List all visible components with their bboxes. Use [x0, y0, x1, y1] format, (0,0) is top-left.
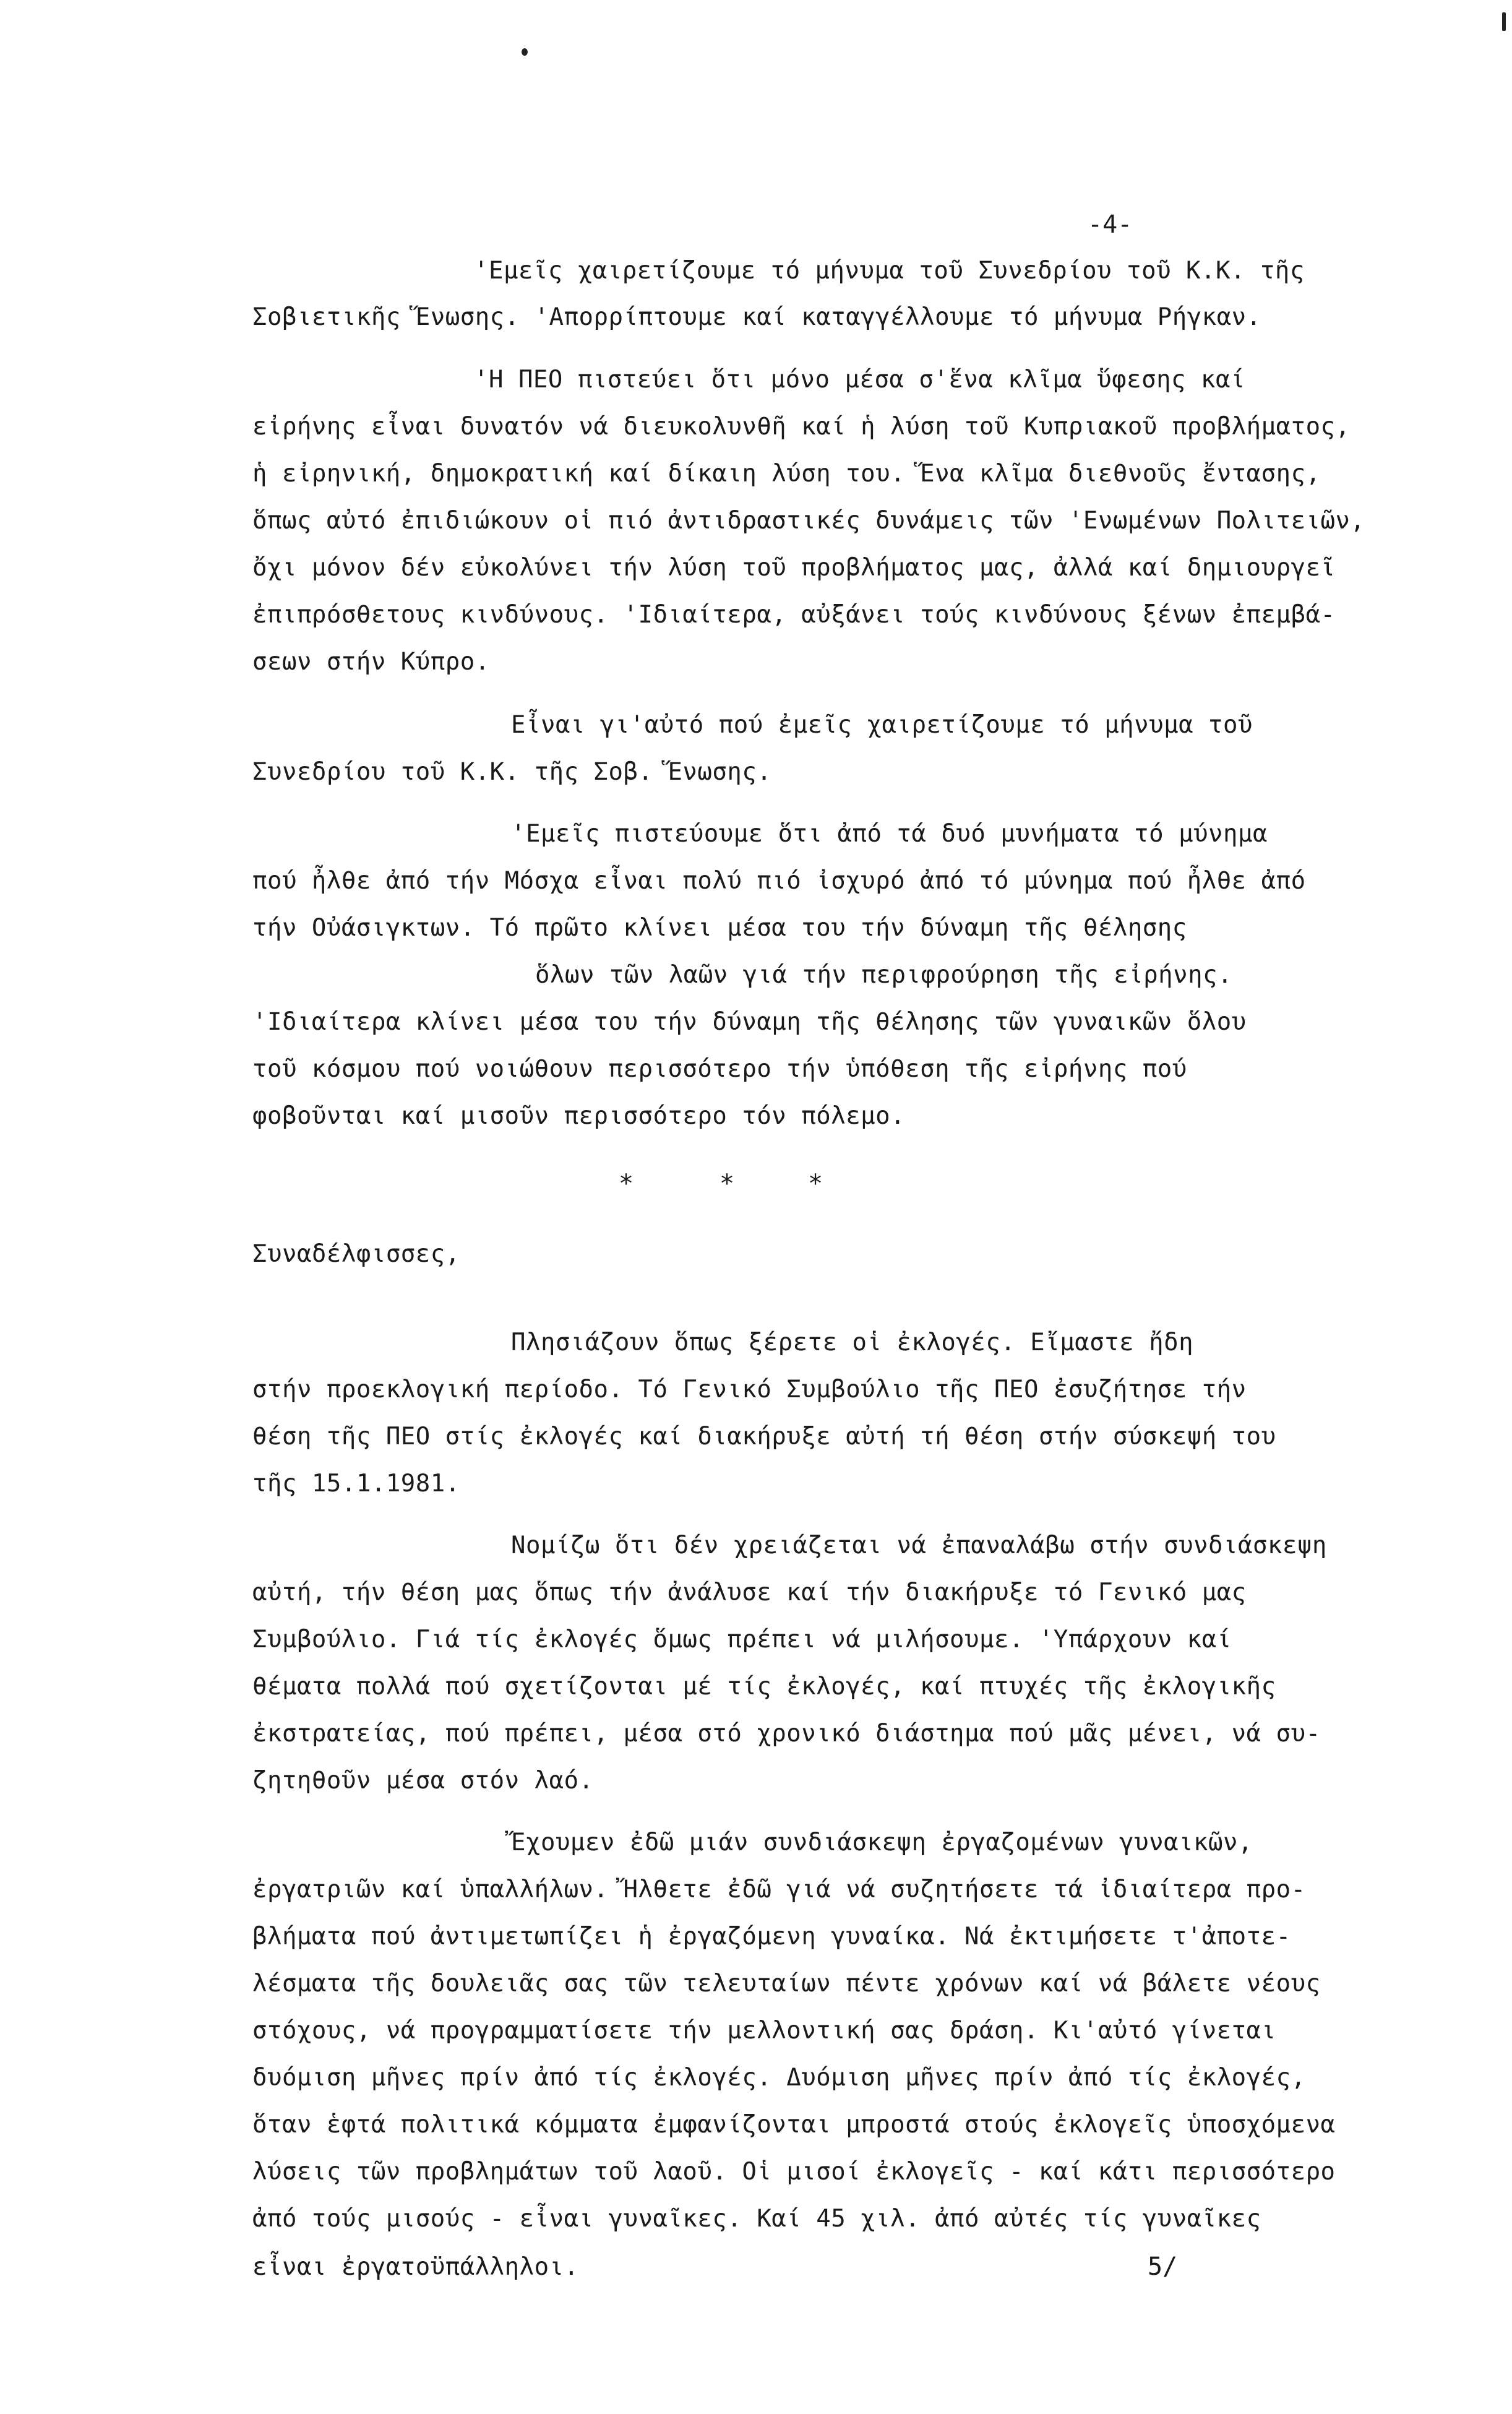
text-line: δυόμιση μῆνες πρίν ἀπό τίς ἐκλογές. Δυόμιση μῆνες πρίν ἀπό τίς ἐκλογές, — [252, 2064, 1306, 2092]
text-line: θέματα πολλά πού σχετίζονται μέ τίς ἐκλογές, καί πτυχές τῆς ἐκλογικῆς — [252, 1673, 1276, 1701]
continuation-marker: 5/ — [1148, 2252, 1178, 2281]
salutation: Συναδέλφισσες, — [252, 1240, 460, 1268]
text-line: Εἶναι γι'αὐτό πού ἐμεῖς χαιρετίζουμε τό μήνυμα τοῦ — [511, 711, 1253, 739]
text-line: ὅλων τῶν λαῶν γιά τήν περιφρούρηση τῆς εἰρήνης. — [535, 961, 1233, 989]
text-line: Πλησιάζουν ὅπως ξέρετε οἱ ἐκλογές. Εἴμαστε ἤδη — [511, 1329, 1194, 1356]
text-line: πού ἦλθε ἀπό τήν Μόσχα εἶναι πολύ πιό ἰσχυρό ἀπό τό μύνημα πού ἦλθε ἀπό — [252, 867, 1306, 895]
text-line: θέση τῆς ΠΕΟ στίς ἐκλογές καί διακήρυξε αὐτή τή θέση στήν σύσκεψή του — [252, 1423, 1276, 1451]
separator-star: * — [719, 1170, 735, 1198]
text-line: ὅπως αὐτό ἐπιδιώκουν οἱ πιό ἀντιδραστικές δυνάμεις τῶν 'Ενωμένων Πολιτειῶν, — [252, 507, 1365, 535]
text-line: Ἔχουμεν ἐδῶ μιάν συνδιάσκεψη ἐργαζομένων γυναικῶν, — [511, 1829, 1253, 1856]
text-line: Συνεδρίου τοῦ Κ.Κ. τῆς Σοβ. Ἕνωσης. — [252, 758, 772, 786]
text-line: στήν προεκλογική περίοδο. Τό Γενικό Συμβούλιο τῆς ΠΕΟ ἐσυζήτησε τήν — [252, 1376, 1247, 1403]
text-line: Σοβιετικῆς Ἕνωσης. 'Απορρίπτουμε καί καταγγέλλουμε τό μήνυμα Ρήγκαν. — [252, 303, 1261, 331]
text-line: αὐτή, τήν θέση μας ὅπως τήν ἀνάλυσε καί τήν διακήρυξε τό Γενικό μας — [252, 1579, 1247, 1606]
text-line: ἐπιπρόσθετους κινδύνους. 'Ιδιαίτερα, αὐξάνει τούς κινδύνους ξένων ἐπεμβά- — [252, 601, 1336, 629]
text-line: 'Η ΠΕΟ πιστεύει ὅτι μόνο μέσα σ'ἕνα κλῖμα ὕφεσης καί — [474, 366, 1245, 394]
text-line: λέσματα τῆς δουλειᾶς σας τῶν τελευταίων πέντε χρόνων καί νά βάλετε νέους — [252, 1970, 1321, 1998]
separator-star: * — [808, 1170, 823, 1198]
text-line: ὅταν ἑφτά πολιτικά κόμματα ἐμφανίζονται μπροστά στούς ἐκλογεῖς ὑποσχόμενα — [252, 2111, 1336, 2139]
section-separator — [0, 1170, 1512, 1201]
text-line: ἡ εἰρηνική, δημοκρατική καί δίκαιη λύση του. Ἕνα κλῖμα διεθνοῦς ἔντασης, — [252, 460, 1321, 488]
text-line: Συμβούλιο. Γιά τίς ἐκλογές ὅμως πρέπει νά μιλήσουμε. 'Υπάρχουν καί — [252, 1626, 1232, 1653]
scan-speck — [522, 48, 528, 56]
text-line: βλήματα πού ἀντιμετωπίζει ἡ ἐργαζόμενη γυναίκα. Νά ἐκτιμήσετε τ'ἀποτε- — [252, 1923, 1291, 1951]
text-line: 'Ιδιαίτερα κλίνει μέσα του τήν δύναμη τῆς θέλησης τῶν γυναικῶν ὅλου — [252, 1008, 1247, 1036]
text-line: εἰρήνης εἶναι δυνατόν νά διευκολυνθῆ καί ἡ λύση τοῦ Κυπριακοῦ προβλήματος, — [252, 413, 1351, 441]
text-line: ἐκστρατείας, πού πρέπει, μέσα στό χρονικό διάστημα πού μᾶς μένει, νά συ- — [252, 1720, 1321, 1748]
text-line: Νομίζω ὅτι δέν χρειάζεται νά ἐπαναλάβω στήν συνδιάσκεψη — [511, 1532, 1327, 1559]
scan-speck — [1502, 12, 1506, 31]
text-line: εἶναι ἐργατοϋπάλληλοι. — [252, 2253, 579, 2281]
text-line: ἐργατριῶν καί ὑπαλλήλων. Ἤλθετε ἐδῶ γιά νά συζητήσετε τά ἰδιαίτερα προ- — [252, 1876, 1306, 1903]
text-line: τήν Οὐάσιγκτων. Τό πρῶτο κλίνει μέσα του τήν δύναμη τῆς θέλησης — [252, 914, 1187, 942]
text-line: 'Εμεῖς πιστεύουμε ὅτι ἀπό τά δυό μυνήματα τό μύνημα — [511, 820, 1268, 848]
text-line: φοβοῦνται καί μισοῦν περισσότερο τόν πόλεμο. — [252, 1102, 906, 1130]
text-line: ζητηθοῦν μέσα στόν λαό. — [252, 1767, 594, 1795]
text-line: τῆς 15.1.1981. — [252, 1470, 460, 1498]
text-line: τοῦ κόσμου πού νοιώθουν περισσότερο τήν ὑπόθεση τῆς εἰρήνης πού — [252, 1055, 1187, 1083]
text-line: ἀπό τούς μισούς - εἶναι γυναῖκες. Καί 45 χιλ. ἀπό αὐτές τίς γυναῖκες — [252, 2205, 1261, 2233]
separator-star: * — [619, 1170, 634, 1198]
text-line: στόχους, νά προγραμματίσετε τήν μελλοντική σας δράση. Κι'αὐτό γίνεται — [252, 2017, 1276, 2045]
text-line: λύσεις τῶν προβλημάτων τοῦ λαοῦ. Οἱ μισοί ἐκλογεῖς - καί κάτι περισσότερο — [252, 2158, 1336, 2186]
text-line: σεων στήν Κύπρο. — [252, 648, 490, 676]
page-number: -4- — [1088, 210, 1133, 239]
text-line: ὄχι μόνον δέν εὐκολύνει τήν λύση τοῦ προβλήματος μας, ἀλλά καί δημιουργεῖ — [252, 554, 1336, 582]
text-line: 'Εμεῖς χαιρετίζουμε τό μήνυμα τοῦ Συνεδρίου τοῦ Κ.Κ. τῆς — [474, 257, 1305, 285]
